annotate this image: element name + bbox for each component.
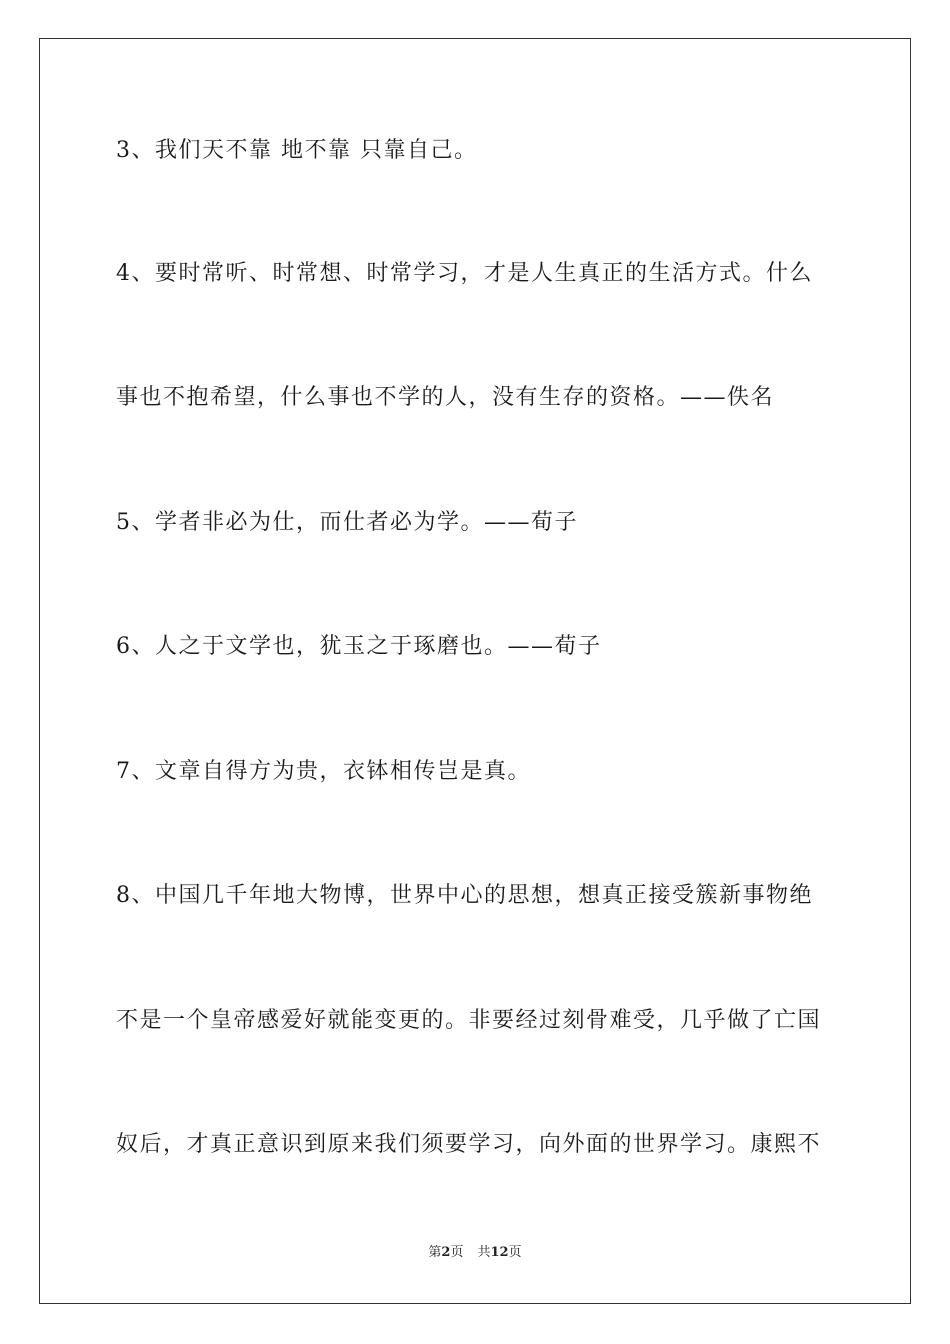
text-line-1: 3、我们天不靠 地不靠 只靠自己。 <box>116 138 478 163</box>
text-line-9: 奴后，才真正意识到原来我们须要学习，向外面的世界学习。康熙不 <box>116 1132 822 1157</box>
text-line-3: 事也不抱希望，什么事也不学的人，没有生存的资格。——佚名 <box>116 385 775 410</box>
page-total: 12 <box>490 1245 509 1260</box>
text-line-8: 不是一个皇帝感爱好就能变更的。非要经过刻骨难受，几乎做了亡国 <box>116 1008 822 1033</box>
text-line-5: 6、人之于文学也，犹玉之于琢磨也。——荀子 <box>116 634 602 659</box>
text-line-4: 5、学者非必为仕，而仕者必为学。——荀子 <box>116 510 578 535</box>
page-number: 2 <box>441 1245 451 1260</box>
text-line-7: 8、中国几千年地大物博，世界中心的思想，想真正接受簇新事物绝 <box>116 883 813 908</box>
page-border <box>39 38 911 1304</box>
page-footer <box>0 1244 950 1262</box>
page-suffix: 页 <box>450 1245 464 1260</box>
text-line-2: 4、要时常听、时常想、时常学习，才是人生真正的生活方式。什么 <box>116 261 813 286</box>
total-prefix: 共 <box>477 1245 491 1260</box>
page-prefix: 第 <box>428 1245 442 1260</box>
total-suffix: 页 <box>508 1245 522 1260</box>
text-line-6: 7、文章自得方为贵，衣钵相传岂是真。 <box>116 759 531 784</box>
